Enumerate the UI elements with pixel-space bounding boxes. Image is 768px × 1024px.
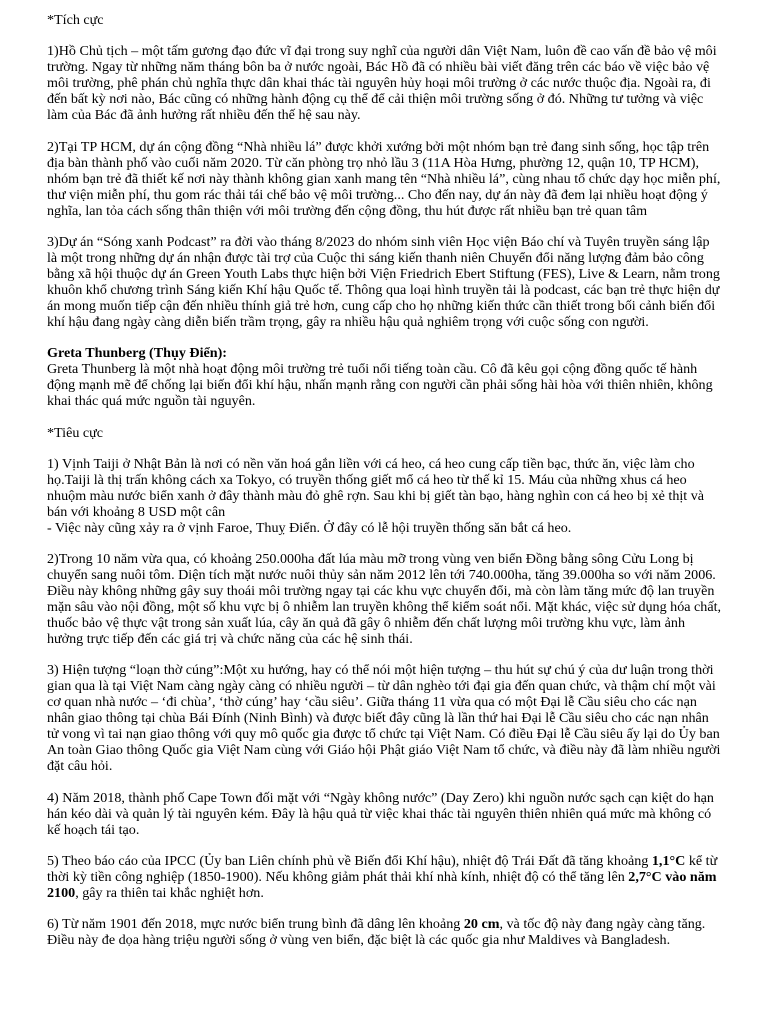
paragraph-text: *Tiêu cực: [47, 424, 104, 441]
paragraph-text: 1) Vịnh Taiji ở Nhật Bản là nơi có nền văn hoá gắn liền với cá heo, cá heo cung cấp tiền bạc, thức ăn, việc làm cho họ.Taiji là thị trấn không cách xa Tokyo, có truyền thống giết mổ cá heo từ thế kỉ 15. Máu của những xhus cá heo nhuộm màu nước biển xanh ở đây thành màu đỏ ghê rợn. Sau khi bị giết tàn bạo, hàng nghìn con cá heo bị xẻ thịt và bán với khoảng 8 USD một cân: [47, 455, 705, 520]
paragraph-text: - Việc này cũng xảy ra ở vịnh Faroe, Thuỵ Điển. Ở đây có lễ hội truyền thống săn bắt cá heo.: [47, 519, 572, 536]
paragraph-text: 2)Trong 10 năm vừa qua, có khoảng 250.000ha đất lúa màu mỡ trong vùng ven biển Đồng bằng sông Cửu Long bị chuyển sang nuôi tôm. Diện tích mặt nước nuôi thủy sản năm 2012 lên tới 740.000ha, tăng 39.000ha so với năm 2006. Điều này không những gây suy thoái môi trường ngay tại các khu vực chuyển đổi, mà còn làm tăng mức độ lan truyền mặn sâu vào nội đồng, một số khu vực bị ô nhiễm lan truyền không thể kiểm soát nổi. Mặt khác, việc sử dụng hóa chất, thuốc bảo vệ thực vật trong sản xuất lúa, cây ăn quả đã gây ô nhiễm đến chất lượng môi trường khu vực, làm ảnh hưởng trực tiếp đến các giá trị và chức năng của các hệ sinh thái.: [47, 551, 722, 647]
highlighted-figure: 2,7°C vào năm 2100: [47, 868, 717, 901]
highlighted-figure: 1,1°C: [651, 852, 686, 869]
paragraph-text: 6) Từ năm 1901 đến 2018, mực nước biển trung bình đã dâng lên khoảng: [47, 916, 464, 933]
paragraph-text: *Tích cực: [47, 12, 104, 28]
negative-paragraph-6: [47, 854, 723, 902]
paragraph-text: , gây ra thiên tai khắc nghiệt hơn.: [75, 884, 264, 901]
positive-paragraph-2: [47, 44, 723, 124]
highlighted-figure: 20 cm: [463, 916, 500, 933]
negative-paragraph-1: [47, 426, 723, 442]
negative-paragraph-4: [47, 663, 723, 775]
negative-paragraph-5: [47, 791, 723, 839]
positive-paragraph-1: [47, 13, 723, 29]
paragraph-text: 3) Hiện tượng “loạn thờ cúng”:Một xu hướng, hay có thể nói một hiện tượng – thu hút sự chú ý của dư luận trong thời gian qua là tại Việt Nam càng ngày càng có nhiều người – từ dân nghèo tới đại gia đến quan chức, và thậm chí một vài cơ quan nhà nước – ‘đi chùa’, ‘thờ cúng’ hay ‘cầu siêu’. Giữa tháng 11 vừa qua có một Đại lễ Cầu siêu cho các nạn nhân giao thông tại chùa Bái Đính (Ninh Bình) và được biết đây cũng là lần thứ hai Đại lễ Cầu siêu cho các nạn nhân tử vong vì tai nạn giao thông với quy mô quốc gia được tổ chức tại Việt Nam. Có điều Đại lễ Cầu siêu ấy lại do Ủy ban An toàn Giao thông Quốc gia Việt Nam cùng với Giáo hội Phật giáo Việt Nam tổ chức, và điều này đã làm nhiều người đặt câu hỏi.: [47, 662, 721, 775]
greta-paragraph: [47, 346, 723, 410]
negative-paragraph-7: [47, 917, 723, 949]
greta-heading: Greta Thunberg (Thụy Điển):: [47, 345, 227, 362]
negative-paragraph-2: [47, 457, 723, 537]
greta-body: Greta Thunberg là một nhà hoạt động môi trường trẻ tuổi nổi tiếng toàn cầu. Cô đã kêu gọi cộng đồng quốc tế hành động mạnh mẽ để chống lại biến đổi khí hậu, nhấn mạnh rằng con người cần phải sống hài hòa với thiên nhiên, không khai thác quá mức nguồn tài nguyên.: [47, 361, 713, 410]
positive-paragraph-4: [47, 235, 723, 331]
positive-section: [47, 13, 723, 331]
negative-paragraph-3: [47, 552, 723, 648]
paragraph-text: 5) Theo báo cáo của IPCC (Ủy ban Liên chính phủ về Biến đổi Khí hậu), nhiệt độ Trái Đất đã tăng khoảng: [47, 852, 652, 869]
paragraph-text: 3)Dự án “Sóng xanh Podcast” ra đời vào tháng 8/2023 do nhóm sinh viên Học viện Báo chí và Tuyên truyền sáng lập là một trong những dự án nhận được tài trợ của Cuộc thi sáng kiến thanh niên Chuyển đổi năng lượng đảm bảo công bằng xã hội thuộc dự án Green Youth Labs thực hiện bởi Viện Friedrich Ebert Stiftung (FES), Live & Learn, nằm trong khuôn khổ chương trình Sáng kiến Khí hậu Quốc tế. Thông qua loại hình truyền tải là podcast, các bạn trẻ thực hiện dự án mong muốn tiếp cận đến nhiều thính giả trẻ hơn, cung cấp cho họ những kiến thức cần thiết trong bối cảnh biến đổi khí hậu đang ngày càng diễn biến trầm trọng, gây ra nhiều hậu quả nghiêm trọng với cuộc sống con người.: [47, 233, 720, 330]
paragraph-text: , và tốc độ này đang ngày càng tăng. Điều này đe dọa hàng triệu người sống ở vùng ven biển, đặc biệt là các quốc gia như Maldives và Bangladesh.: [47, 916, 706, 949]
negative-section: [47, 426, 723, 950]
positive-paragraph-3: [47, 140, 723, 220]
paragraph-text: 4) Năm 2018, thành phố Cape Town đối mặt với “Ngày không nước” (Day Zero) khi nguồn nước sạch cạn kiệt do hạn hán kéo dài và quản lý tài nguyên kém. Đây là hậu quả từ việc khai thác tài nguyên thiên nhiên quá mức mà không có kế hoạch tái tạo.: [47, 789, 714, 838]
paragraph-text: kể từ thời kỳ tiền công nghiệp (1850-1900). Nếu không giảm phát thải khí nhà kính, nhiệt độ có thể tăng lên: [47, 852, 718, 885]
paragraph-text: 1)Hồ Chủ tịch – một tấm gương đạo đức vĩ đại trong suy nghĩ của người dân Việt Nam, luôn đề cao vấn đề bảo vệ môi trường. Ngay từ những năm tháng bôn ba ở nước ngoài, Bác Hồ đã có nhiều bài viết đăng trên các báo về việc bảo vệ môi trường, phê phán chủ nghĩa thực dân khai thác tài nguyên hủy hoại môi trường ở các nước thuộc địa. Ngoài ra, đi đến bất kỳ nơi nào, Bác cũng có những hành động cụ thể để cải thiện môi trường sống ở đó. Những tư tưởng và việc làm của Bác đã ảnh hưởng rất nhiều đến thế hệ sau này.: [47, 43, 717, 124]
paragraph-text: 2)Tại TP HCM, dự án cộng đồng “Nhà nhiều lá” được khởi xướng bởi một nhóm bạn trẻ đang sinh sống, học tập trên địa bàn thành phố vào cuối năm 2020. Từ căn phòng trọ nhỏ lầu 3 (11A Hòa Hưng, phường 12, quận 10, TP HCM), nhóm bạn trẻ đã thiết kế nơi này thành không gian xanh mang tên “Nhà nhiều lá”, cùng nhau tổ chức dạy học miễn phí, thư viện miễn phí, thu gom rác thải tái chế bảo vệ môi trường... Cho đến nay, dự án này đã đem lại nhiều hoạt động ý nghĩa, lan tỏa cách sống thân thiện với môi trường đến cộng đồng, thu hút được rất nhiều bạn trẻ quan tâm: [47, 138, 721, 219]
